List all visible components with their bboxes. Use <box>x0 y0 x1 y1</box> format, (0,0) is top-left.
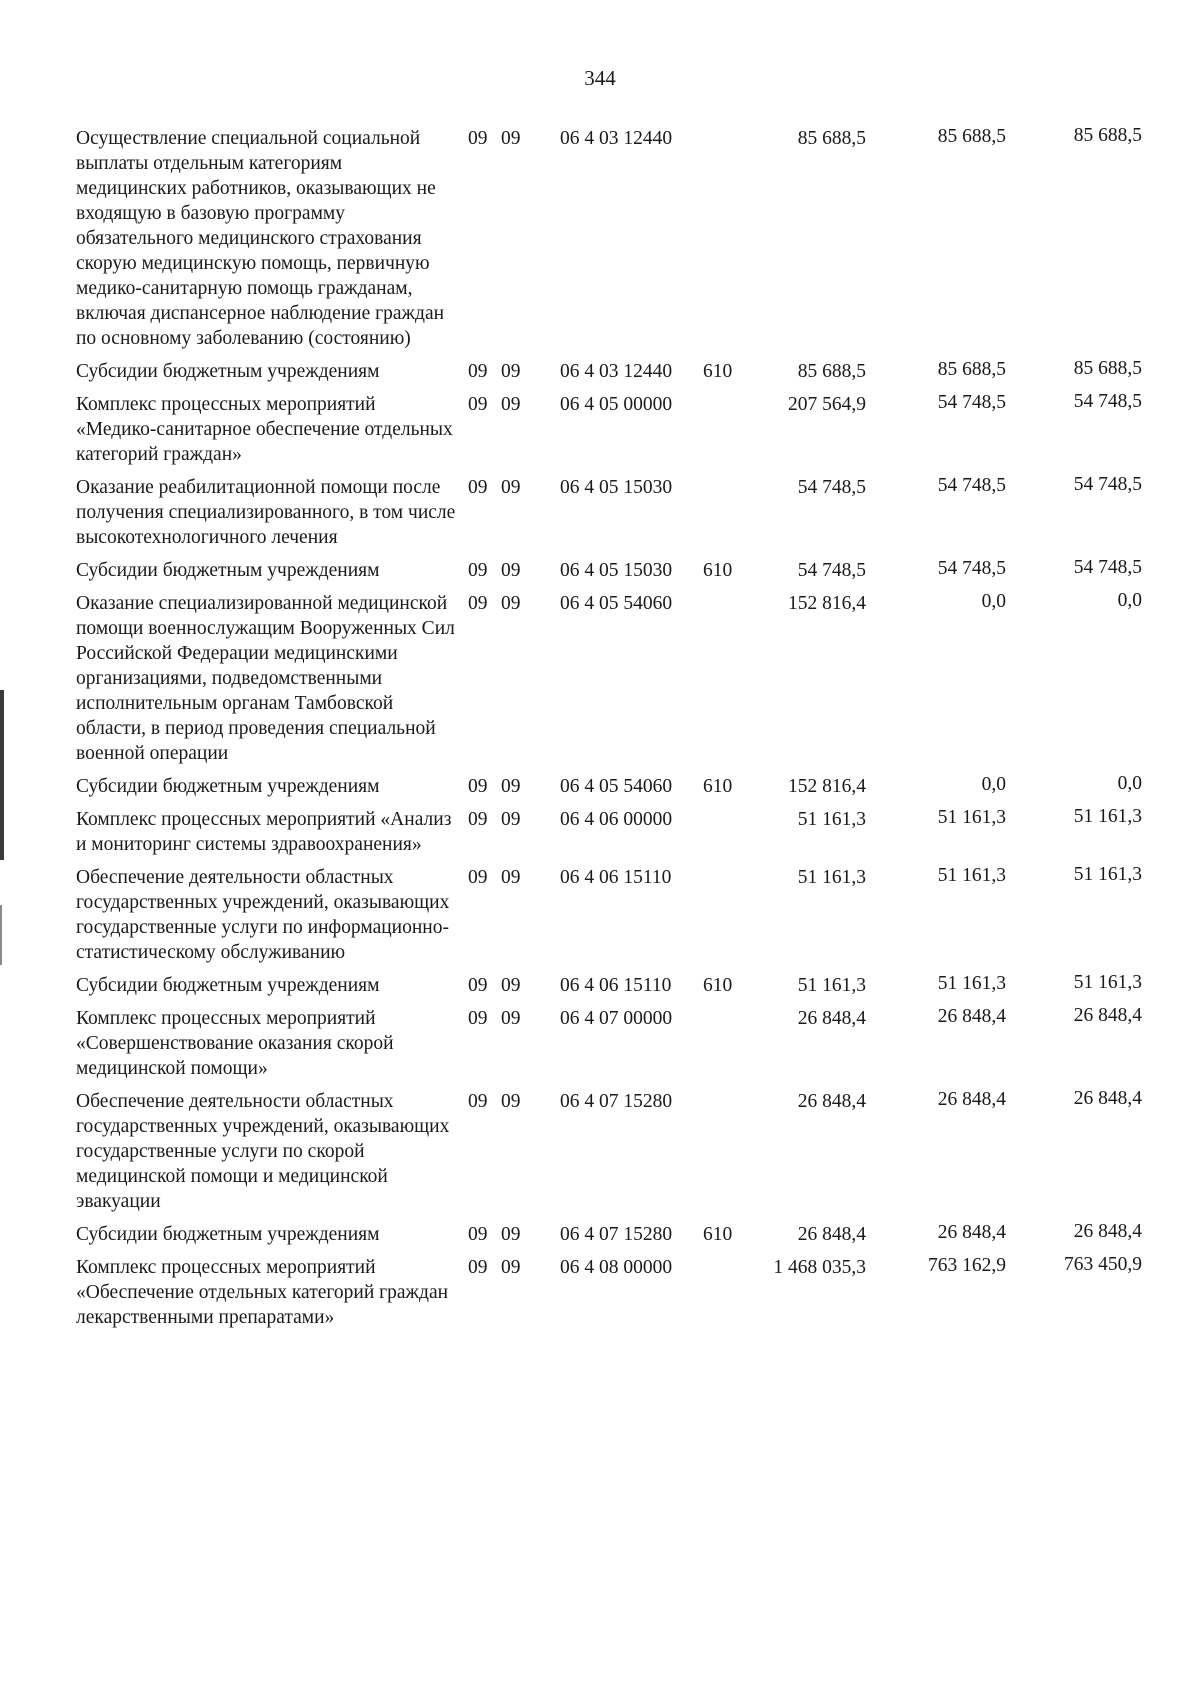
amount-year-3: 85 688,5 <box>1073 125 1142 146</box>
subsection-code: 09 <box>501 1257 521 1278</box>
section-code: 09 <box>468 593 488 614</box>
table-row <box>76 1089 1176 1214</box>
table-row <box>76 1222 1176 1247</box>
amount-year-1: 26 848,4 <box>797 1008 866 1029</box>
subsection-code: 09 <box>501 776 521 797</box>
row-title: Субсидии бюджетным учреждениям <box>76 975 380 996</box>
amount-year-2: 51 161,3 <box>937 807 1006 828</box>
target-article-code: 06 4 06 15110 <box>560 867 672 888</box>
amount-year-3: 26 848,4 <box>1073 1088 1142 1109</box>
table-row <box>76 774 1176 799</box>
section-code: 09 <box>468 1257 488 1278</box>
amount-year-1: 85 688,5 <box>797 128 866 149</box>
row-title: Субсидии бюджетным учреждениям <box>76 560 380 581</box>
section-code: 09 <box>468 776 488 797</box>
amount-year-1: 26 848,4 <box>797 1091 866 1112</box>
amount-year-2: 85 688,5 <box>937 126 1006 147</box>
amount-year-2: 26 848,4 <box>937 1089 1006 1110</box>
row-title: Оказание специализированной медицинской помощи военнослужащим Вооруженных Сил Российской Федерации медицинскими организациями, подведомственными исполнительным органам Тамбовской области, в период проведения специальной военной операции <box>76 593 455 764</box>
row-title: Субсидии бюджетным учреждениям <box>76 776 380 797</box>
table-row <box>76 1255 1176 1330</box>
section-code: 09 <box>468 128 488 149</box>
subsection-code: 09 <box>501 1224 521 1245</box>
subsection-code: 09 <box>501 394 521 415</box>
amount-year-1: 54 748,5 <box>797 477 866 498</box>
section-code: 09 <box>468 809 488 830</box>
amount-year-3: 51 161,3 <box>1073 972 1142 993</box>
row-title: Комплекс процессных мероприятий «Совершенствование оказания скорой медицинской помощи» <box>76 1008 394 1079</box>
scan-edge-mark <box>0 690 4 860</box>
section-code: 09 <box>468 560 488 581</box>
amount-year-1: 51 161,3 <box>797 975 866 996</box>
amount-year-3: 54 748,5 <box>1073 474 1142 495</box>
target-article-code: 06 4 03 12440 <box>560 361 673 382</box>
amount-year-2: 0,0 <box>981 591 1006 612</box>
table-row <box>76 1006 1176 1081</box>
section-code: 09 <box>468 867 488 888</box>
subsection-code: 09 <box>501 593 521 614</box>
budget-table <box>76 126 1176 1338</box>
target-article-code: 06 4 07 15280 <box>560 1224 673 1245</box>
target-article-code: 06 4 05 54060 <box>560 593 673 614</box>
amount-year-1: 152 816,4 <box>788 776 866 797</box>
table-row <box>76 558 1176 583</box>
table-row <box>76 591 1176 766</box>
subsection-code: 09 <box>501 477 521 498</box>
row-title: Обеспечение деятельности областных государственных учреждений, оказывающих государственные услуги по информационно-статистическому обслуживанию <box>76 867 450 963</box>
table-row <box>76 392 1176 467</box>
amount-year-1: 1 468 035,3 <box>773 1257 866 1278</box>
amount-year-3: 54 748,5 <box>1073 391 1142 412</box>
section-code: 09 <box>468 975 488 996</box>
target-article-code: 06 4 06 00000 <box>560 809 673 830</box>
subsection-code: 09 <box>501 1008 521 1029</box>
subsection-code: 09 <box>501 975 521 996</box>
amount-year-3: 26 848,4 <box>1073 1005 1142 1026</box>
target-article-code: 06 4 05 15030 <box>560 477 673 498</box>
amount-year-2: 763 162,9 <box>928 1255 1006 1276</box>
target-article-code: 06 4 05 54060 <box>560 776 673 797</box>
amount-year-3: 85 688,5 <box>1073 358 1142 379</box>
row-title: Субсидии бюджетным учреждениям <box>76 361 380 382</box>
row-title: Осуществление специальной социальной выплаты отдельным категориям медицинских работников, оказывающих не входящую в базовую программу обязательного медицинского страхования скорую медицинскую помощь, первичную медико-санитарную помощь гражданам, включая диспансерное наблюдение граждан по основному заболеванию (состоянию) <box>76 128 445 349</box>
amount-year-1: 51 161,3 <box>797 809 866 830</box>
section-code: 09 <box>468 1091 488 1112</box>
subsection-code: 09 <box>501 560 521 581</box>
subsection-code: 09 <box>501 1091 521 1112</box>
amount-year-3: 0,0 <box>1117 773 1142 794</box>
section-code: 09 <box>468 1224 488 1245</box>
expense-type-code: 610 <box>703 975 733 996</box>
row-title: Комплекс процессных мероприятий «Анализ и мониторинг системы здравоохранения» <box>76 809 452 855</box>
section-code: 09 <box>468 394 488 415</box>
amount-year-1: 26 848,4 <box>797 1224 866 1245</box>
row-title: Субсидии бюджетным учреждениям <box>76 1224 380 1245</box>
scan-edge-mark <box>0 905 2 965</box>
table-row <box>76 359 1176 384</box>
table-row <box>76 807 1176 857</box>
section-code: 09 <box>468 1008 488 1029</box>
target-article-code: 06 4 05 00000 <box>560 394 673 415</box>
amount-year-1: 85 688,5 <box>797 361 866 382</box>
expense-type-code: 610 <box>703 776 733 797</box>
table-row <box>76 973 1176 998</box>
amount-year-2: 51 161,3 <box>937 865 1006 886</box>
amount-year-2: 54 748,5 <box>937 475 1006 496</box>
row-title: Комплекс процессных мероприятий «Обеспечение отдельных категорий граждан лекарственными препаратами» <box>76 1257 449 1328</box>
subsection-code: 09 <box>501 867 521 888</box>
amount-year-3: 51 161,3 <box>1073 864 1142 885</box>
target-article-code: 06 4 06 15110 <box>560 975 672 996</box>
page-number: 344 <box>584 66 616 90</box>
subsection-code: 09 <box>501 128 521 149</box>
amount-year-3: 51 161,3 <box>1073 806 1142 827</box>
amount-year-3: 763 450,9 <box>1064 1254 1142 1275</box>
section-code: 09 <box>468 361 488 382</box>
section-code: 09 <box>468 477 488 498</box>
amount-year-3: 54 748,5 <box>1073 557 1142 578</box>
row-title: Комплекс процессных мероприятий «Медико-санитарное обеспечение отдельных категорий граждан» <box>76 394 453 465</box>
amount-year-2: 54 748,5 <box>937 392 1006 413</box>
amount-year-2: 26 848,4 <box>937 1222 1006 1243</box>
table-row <box>76 475 1176 550</box>
amount-year-1: 152 816,4 <box>788 593 866 614</box>
table-row <box>76 865 1176 965</box>
amount-year-1: 207 564,9 <box>788 394 866 415</box>
amount-year-2: 85 688,5 <box>937 359 1006 380</box>
row-title: Обеспечение деятельности областных государственных учреждений, оказывающих государственные услуги по скорой медицинской помощи и медицинской эвакуации <box>76 1091 450 1212</box>
expense-type-code: 610 <box>703 1224 733 1245</box>
subsection-code: 09 <box>501 809 521 830</box>
amount-year-2: 51 161,3 <box>937 973 1006 994</box>
amount-year-1: 54 748,5 <box>797 560 866 581</box>
amount-year-2: 54 748,5 <box>937 558 1006 579</box>
amount-year-2: 26 848,4 <box>937 1006 1006 1027</box>
subsection-code: 09 <box>501 361 521 382</box>
amount-year-3: 26 848,4 <box>1073 1221 1142 1242</box>
target-article-code: 06 4 03 12440 <box>560 128 673 149</box>
target-article-code: 06 4 07 00000 <box>560 1008 673 1029</box>
target-article-code: 06 4 07 15280 <box>560 1091 673 1112</box>
table-row <box>76 126 1176 351</box>
expense-type-code: 610 <box>703 361 733 382</box>
amount-year-3: 0,0 <box>1117 590 1142 611</box>
amount-year-1: 51 161,3 <box>797 867 866 888</box>
target-article-code: 06 4 05 15030 <box>560 560 673 581</box>
expense-type-code: 610 <box>703 560 733 581</box>
target-article-code: 06 4 08 00000 <box>560 1257 673 1278</box>
row-title: Оказание реабилитационной помощи после получения специализированного, в том числе высокотехнологичного лечения <box>76 477 456 548</box>
amount-year-2: 0,0 <box>981 774 1006 795</box>
